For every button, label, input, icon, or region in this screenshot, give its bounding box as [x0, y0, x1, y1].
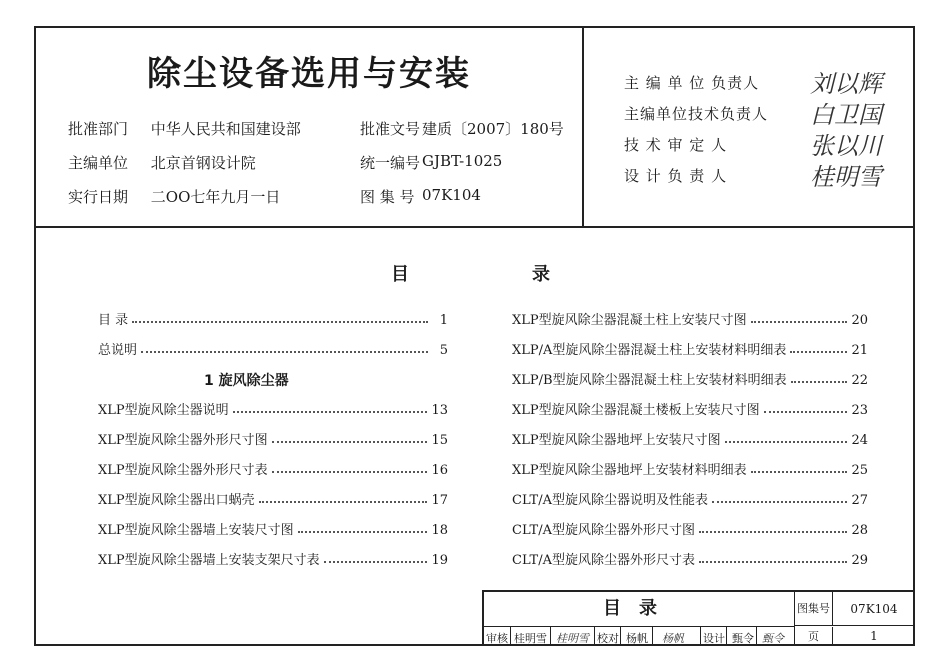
leader-dots [272, 471, 428, 473]
responsible-row [624, 101, 882, 129]
toc-entry-page: 18 [431, 523, 448, 538]
toc-entry[interactable] [98, 456, 448, 478]
leader-dots [699, 561, 847, 563]
toc-entry-title: XLP/A型旋风除尘器混凝土柱上安装材料明细表 [512, 343, 787, 358]
toc-entry-page: 1 [439, 313, 448, 328]
review-signature: 桂明雪 [556, 632, 589, 645]
divider [700, 627, 701, 646]
header-block [36, 28, 913, 228]
toc-entry-title: XLP型旋风除尘器说明 [98, 403, 229, 418]
toc-entry-page: 21 [851, 343, 868, 358]
leader-dots [790, 351, 847, 353]
toc-entry-title: XLP型旋风除尘器外形尺寸表 [98, 463, 268, 478]
signature-row [484, 627, 795, 646]
toc-entry-page: 15 [431, 433, 448, 448]
responsibility-block [584, 28, 913, 226]
responsible-label: 技 术 审 定 人 [624, 136, 728, 154]
meta-row-editor [68, 152, 503, 173]
leader-dots [233, 411, 428, 413]
review-label: 审核 [486, 632, 508, 645]
toc-entry[interactable] [512, 306, 868, 328]
toc-entry[interactable] [512, 456, 868, 478]
toc-entry-page: 19 [431, 553, 448, 568]
review-name: 桂明雪 [514, 632, 547, 645]
leader-dots [141, 351, 428, 353]
toc-entry-page: 20 [851, 313, 868, 328]
toc-entry-page: 25 [851, 463, 868, 478]
meta-label: 主编单位 [68, 154, 129, 172]
meta-value: 中华人民共和国建设部 [150, 120, 301, 138]
contents-heading-left: 目 [391, 264, 409, 285]
meta-label: 图 集 号 [360, 188, 415, 206]
toc-entry[interactable] [512, 516, 868, 538]
title-block-name: 目录 [484, 592, 795, 627]
responsible-label: 主编单位技术负责人 [624, 105, 769, 123]
toc-entry-title: XLP型旋风除尘器外形尺寸图 [98, 433, 268, 448]
divider [652, 627, 653, 646]
meta-label: 批准文号 [360, 120, 421, 138]
toc-entry-title: XLP型旋风除尘器地坪上安装尺寸图 [512, 433, 721, 448]
leader-dots [764, 411, 848, 413]
divider [726, 627, 727, 646]
section-heading: 1 旋风除尘器 [204, 373, 289, 389]
responsible-row [624, 132, 882, 160]
toc-entry-page: 16 [431, 463, 448, 478]
signature: 张以川 [810, 132, 882, 160]
toc-entry[interactable] [98, 336, 448, 358]
toc-entry-title: XLP/B型旋风除尘器混凝土柱上安装材料明细表 [512, 373, 787, 388]
toc-entry[interactable] [512, 396, 868, 418]
page-number: 1 [870, 629, 878, 643]
toc-entry[interactable] [512, 546, 868, 568]
responsible-label: 设 计 负 责 人 [624, 167, 728, 185]
toc-entry-title: 总说明 [98, 343, 138, 358]
toc-entry-title: XLP型旋风除尘器墙上安装支架尺寸表 [98, 553, 320, 568]
toc-entry-page: 17 [431, 493, 448, 508]
check-name: 杨帆 [626, 632, 648, 645]
responsible-row [624, 163, 882, 191]
toc-entry-page: 23 [851, 403, 868, 418]
meta-value: 二OO七年九月一日 [150, 188, 281, 206]
leader-dots [791, 381, 848, 383]
signature: 白卫国 [810, 101, 882, 129]
toc-entry[interactable] [512, 336, 868, 358]
meta-value: 07K104 [422, 186, 481, 204]
toc-entry[interactable] [98, 546, 448, 568]
leader-dots [132, 321, 428, 323]
toc-entry-title: XLP型旋风除尘器出口蜗壳 [98, 493, 255, 508]
toc-entry-page: 28 [851, 523, 868, 538]
toc-entry-page: 27 [851, 493, 868, 508]
toc-entry[interactable] [98, 426, 448, 448]
meta-row-date [68, 186, 481, 207]
toc-entry-title: XLP型旋风除尘器混凝土楼板上安装尺寸图 [512, 403, 760, 418]
drawing-sheet [34, 26, 915, 646]
leader-dots [712, 501, 847, 503]
leader-dots [751, 471, 848, 473]
signature: 桂明雪 [810, 163, 882, 191]
leader-dots [324, 561, 428, 563]
toc-entry-page: 5 [439, 343, 448, 358]
page-title: 除尘设备选用与安装 [147, 54, 471, 94]
toc-entry-title: CLT/A型旋风除尘器外形尺寸表 [512, 553, 695, 568]
contents-heading-right: 录 [532, 264, 550, 285]
leader-dots [751, 321, 848, 323]
toc-entry-page: 13 [431, 403, 448, 418]
divider [550, 627, 551, 646]
toc-entry-title: 目 录 [98, 313, 129, 328]
leader-dots [272, 441, 428, 443]
check-signature: 杨帆 [662, 632, 684, 645]
design-label: 设计 [703, 632, 725, 645]
responsible-label: 主 编 单 位 负责人 [624, 74, 760, 92]
leader-dots [699, 531, 847, 533]
toc-entry-page: 29 [851, 553, 868, 568]
leader-dots [298, 531, 428, 533]
atlas-number-label: 图集号 [795, 592, 833, 626]
meta-label: 统一编号 [360, 154, 421, 172]
check-label: 校对 [597, 632, 619, 645]
meta-value: 北京首钢设计院 [150, 154, 256, 172]
divider [756, 627, 757, 646]
toc-entry[interactable] [98, 516, 448, 538]
meta-value: GJBT-1025 [422, 152, 503, 170]
toc-entry[interactable] [512, 486, 868, 508]
toc-entry[interactable] [512, 366, 868, 388]
leader-dots [259, 501, 428, 503]
toc-entry[interactable] [98, 306, 448, 328]
responsible-row [624, 70, 882, 98]
title-block [482, 590, 915, 646]
leader-dots [725, 441, 848, 443]
atlas-info [36, 28, 584, 226]
toc-entry-page: 22 [851, 373, 868, 388]
meta-label: 实行日期 [68, 188, 129, 206]
toc-entry[interactable] [98, 486, 448, 508]
design-signature: 甄令 [762, 632, 784, 645]
meta-row-approval [68, 118, 564, 139]
divider [510, 627, 511, 646]
design-name: 甄令 [732, 632, 754, 645]
divider [620, 627, 621, 646]
toc-entry-page: 24 [851, 433, 868, 448]
signature: 刘以辉 [810, 70, 882, 98]
toc-entry[interactable] [98, 396, 448, 418]
toc-entry-title: XLP型旋风除尘器墙上安装尺寸图 [98, 523, 294, 538]
meta-value: 建质〔2007〕180号 [422, 120, 564, 138]
meta-label: 批准部门 [68, 120, 129, 138]
atlas-number-value: 07K104 [833, 592, 915, 626]
toc-entry-title: CLT/A型旋风除尘器说明及性能表 [512, 493, 708, 508]
toc-entry[interactable] [512, 426, 868, 448]
toc-entry-title: XLP型旋风除尘器地坪上安装材料明细表 [512, 463, 747, 478]
page-label: 页 [795, 627, 833, 646]
divider [594, 627, 595, 646]
toc-entry-title: CLT/A型旋风除尘器外形尺寸图 [512, 523, 695, 538]
toc-entry-title: XLP型旋风除尘器混凝土柱上安装尺寸图 [512, 313, 747, 328]
